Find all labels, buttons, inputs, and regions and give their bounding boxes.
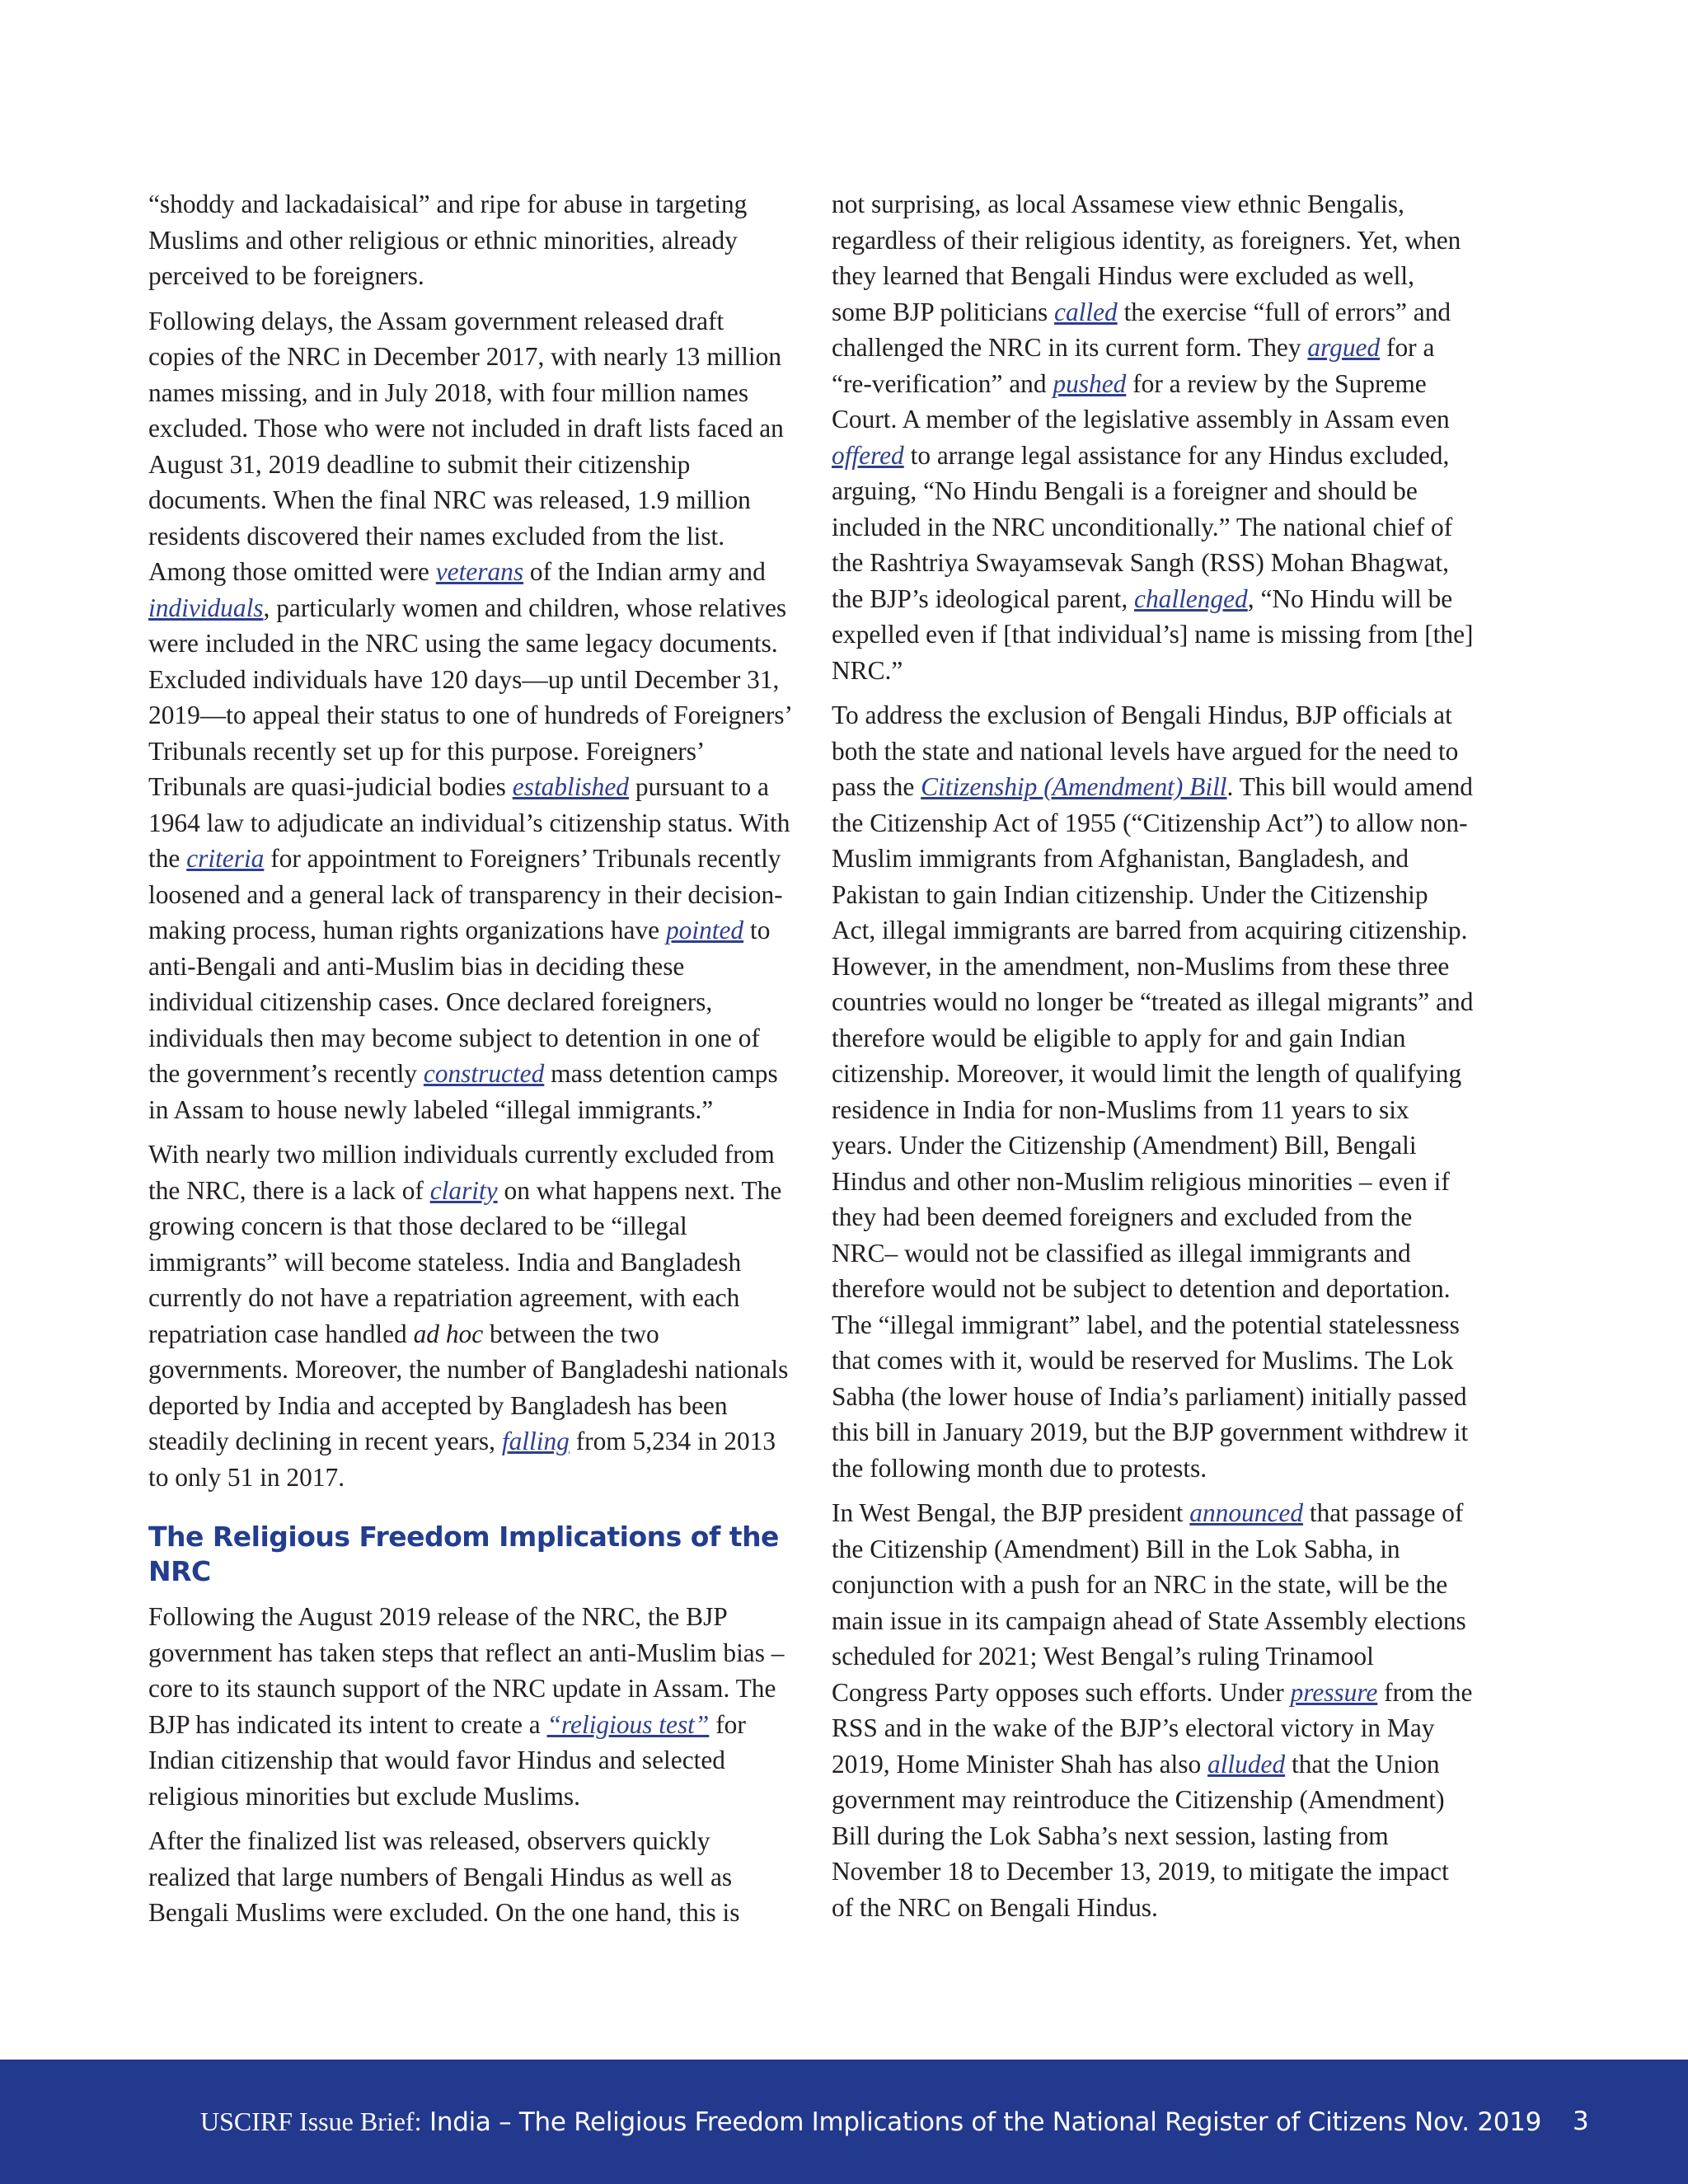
paragraph: In West Bengal, the BJP president announced that passage of the Citizenship (Amendment) Bill in the Lok Sabha, in conjunction with a push for an NRC in the state, will be the main issue in its campaign ahead of State Assembly elections scheduled for 2021; West Bengal’s ruling Trinamool Congress Party opposes such efforts. Under pressure from the RSS and in the wake of the BJP’s electoral victory in May 2019, Home Minister Shah has also alluded that the Union government may reintroduce the Citizenship (Amendment) Bill during the Lok Sabha’s next session, lasting from November 18 to December 13, 2019, to mitigate the impact of the NRC on Bengali Hindus. (832, 1498, 1473, 1922)
link-argued[interactable]: argued (1307, 333, 1381, 362)
paragraph: To address the exclusion of Bengali Hindus, BJP officials at both the state and national levels have argued for the need to pass the Citizenship (Amendment) Bill. This bill would amend the Citizenship Act of 1955 (“Citizenship Act”) to allow non-Muslim immigrants from Afghanistan, Bangladesh, and Pakistan to gain Indian citizenship. Under the Citizenship Act, illegal immigrants are barred from acquiring citizenship. However, in the amendment, non-Muslims from these three countries would no longer be “treated as illegal migrants” and therefore would be eligible to apply for and gain Indian citizenship. Moreover, it would limit the length of qualifying residence in India for non-Muslims from 11 years to six years. Under the Citizenship (Amendment) Bill, Bengali Hindus and other non-Muslim religious minorities – even if they had been deemed foreigners and excluded from the NRC– would not be classified as illegal immigrants and therefore would not be subject to detention and deportation. The “illegal immigrant” label, and the potential statelessness that comes with it, would be reserved for Muslims. The Lok Sabha (the lower house of India’s parliament) initially passed this bill in January 2019, but the BJP government withdrew it the following month due to protests. (832, 701, 1474, 1483)
link-clarity[interactable]: clarity (429, 1175, 498, 1205)
link-criteria[interactable]: criteria (186, 844, 265, 873)
link-pushed[interactable]: pushed (1053, 368, 1127, 398)
link-called[interactable]: called (1054, 297, 1118, 326)
link-individuals[interactable]: individuals (148, 593, 264, 622)
right-column (832, 186, 1475, 1934)
paragraph: After the finalized list was released, observers quickly realized that large numbers of Bengali Hindus as well as Bengali Muslims were excluded. On the one hand, this is (148, 1826, 740, 1927)
footer-document-title: India – The Religious Freedom Implications of the National Register of Citizens Nov. 2019 (429, 2107, 1542, 2137)
paragraph: Following delays, the Assam government released draft copies of the NRC in December 2017, with nearly 13 million names missing, and in July 2018, with four million names excluded. Those who were not included in draft lists faced an August 31, 2019 deadline to submit their citizenship documents. When the final NRC was released, 1.9 million residents discovered their names excluded from the list. Among those omitted were veterans of the Indian army and individuals, particularly women and children, whose relatives were included in the NRC using the same legacy documents. Excluded individuals have 120 days—up until December 31, 2019—to appeal their status to one of hundreds of Foreigners’ Tribunals recently set up for this purpose. Foreigners’ Tribunals are quasi-judicial bodies established pursuant to a 1964 law to adjudicate an individual’s citizenship status. With the criteria for appointment to Foreigners’ Tribunals recently loosened and a general lack of transparency in their decision-making process, human rights organizations have pointed to anti-Bengali and anti-Muslim bias in deciding these individual citizenship cases. Once declared foreigners, individuals then may become subject to detention in one of the government’s recently constructed mass detention camps in Assam to house newly labeled “illegal immigrants.” (148, 306, 791, 1124)
footer-bar (0, 2060, 1688, 2184)
link-constructed[interactable]: constructed (423, 1059, 545, 1088)
footer-brand: USCIRF Issue Brief: (200, 2107, 422, 2136)
link-pressure[interactable]: pressure (1290, 1677, 1378, 1707)
paragraph: With nearly two million individuals currently excluded from the NRC, there is a lack of clarity on what happens next. The growing concern is that those declared to be “illegal immigrants” will become stateless. India and Bangladesh currently do not have a repatriation agreement, with each repatriation case handled ad hoc between the two governments. Moreover, the number of Bangladeshi nationals deported by India and accepted by Bangladesh has been steadily declining in recent years, falling from 5,234 in 2013 to only 51 in 2017. (148, 1140, 789, 1492)
italic-term: ad hoc (413, 1319, 484, 1348)
paragraph: “shoddy and lackadaisical” and ripe for abuse in targeting Muslims and other religious or ethnic minorities, already perceived to be foreigners. (148, 190, 748, 290)
link-challenged[interactable]: challenged (1134, 583, 1248, 613)
paragraph: not surprising, as local Assamese view ethnic Bengalis, regardless of their religious identity, as foreigners. Yet, when they learned that Bengali Hindus were excluded as well, some BJP politicians called the exercise “full of errors” and challenged the NRC in its current form. They argued for a “re-verification” and pushed for a review by the Supreme Court. A member of the legislative assembly in Assam even offered to arrange legal assistance for any Hindus excluded, arguing, “No Hindu Bengali is a foreigner and should be included in the NRC unconditionally.” The national chief of the Rashtriya Swayamsevak Sangh (RSS) Mohan Bhagwat, the BJP’s ideological parent, challenged, “No Hindu will be expelled even if [that individual’s] name is missing from [the] NRC.” (832, 190, 1474, 685)
left-column (148, 186, 791, 1940)
link-falling[interactable]: falling (501, 1427, 570, 1455)
link-announced[interactable]: announced (1189, 1498, 1304, 1527)
link-religious-test[interactable]: “religious test” (546, 1709, 710, 1739)
section-heading: The Religious Freedom Implications of the NRC (148, 1521, 779, 1587)
link-citizenship-amendment-bill[interactable]: Citizenship (Amendment) Bill (921, 772, 1227, 801)
footer-title (200, 2105, 1541, 2139)
paragraph: Following the August 2019 release of the NRC, the BJP government has taken steps that reflect an anti-Muslim bias – core to its staunch support of the NRC update in Assam. The BJP has indicated its intent to create a “religious test” for Indian citizenship that would favor Hindus and selected religious minorities but exclude Muslims. (148, 1602, 785, 1811)
link-alluded[interactable]: alluded (1207, 1749, 1286, 1779)
link-veterans[interactable]: veterans (435, 557, 524, 586)
link-established[interactable]: established (512, 772, 629, 801)
link-pointed[interactable]: pointed (665, 916, 744, 944)
link-offered[interactable]: offered (832, 440, 904, 470)
page-number: 3 (1573, 2107, 1589, 2136)
